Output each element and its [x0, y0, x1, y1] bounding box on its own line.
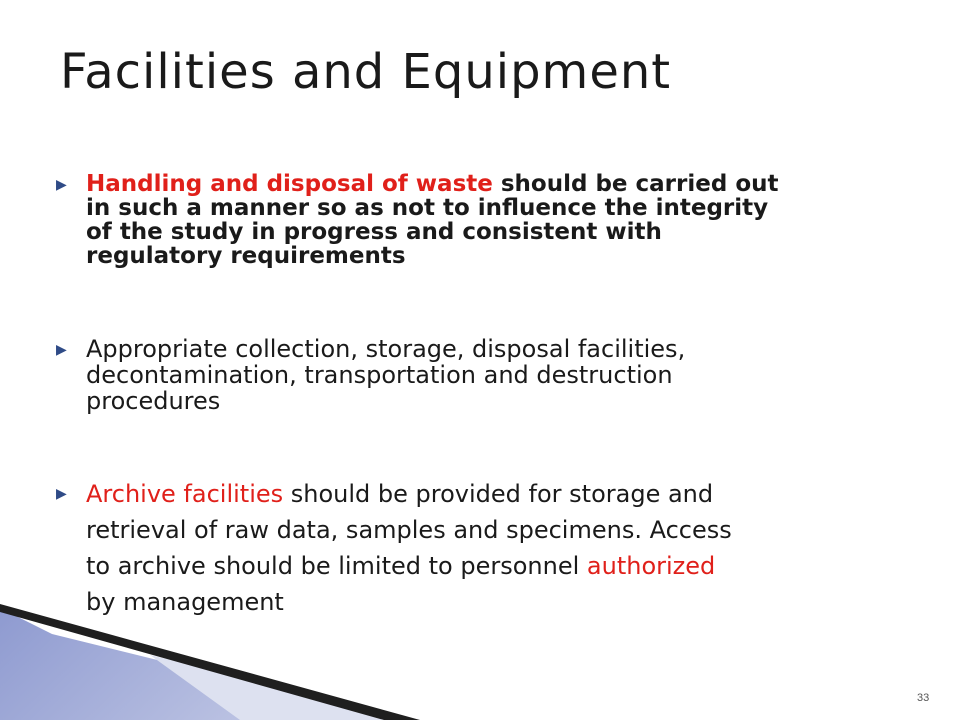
bullet-line	[86, 172, 936, 196]
highlight-text: authorized	[586, 552, 716, 580]
bullet-line: regulatory requirements	[86, 243, 406, 269]
bullet-line-rest: should be provided for storage and	[283, 480, 714, 508]
bullet-line	[86, 476, 946, 512]
bullet-line: procedures	[86, 387, 221, 415]
triangle-right-icon: ▶	[56, 177, 67, 193]
bullet-text	[86, 172, 936, 268]
bullet-line-rest: should be carried out	[492, 171, 779, 197]
bullet-text	[86, 336, 936, 414]
bullet-text	[86, 476, 946, 620]
bullet-line: retrieval of raw data, samples and specimens. Access	[86, 516, 732, 544]
triangle-right-icon: ▶	[56, 342, 67, 358]
triangle-right-icon: ▶	[56, 486, 67, 502]
page-number: 33	[917, 692, 930, 704]
bullet-line: decontamination, transportation and destruction	[86, 361, 673, 389]
bullet-line: by management	[86, 588, 284, 616]
highlight-text: Archive facilities	[86, 480, 284, 508]
bullet-line: Appropriate collection, storage, disposal facilities,	[86, 335, 686, 363]
bullet-line-start: to archive should be limited to personnel	[86, 552, 587, 580]
bullet-line	[86, 548, 946, 584]
bullet-line: in such a manner so as not to influence the integrity	[86, 195, 769, 221]
highlight-text: Handling and disposal of waste	[86, 171, 493, 197]
bullet-line: of the study in progress and consistent with	[86, 219, 662, 245]
slide-title: Facilities and Equipment	[60, 44, 672, 100]
